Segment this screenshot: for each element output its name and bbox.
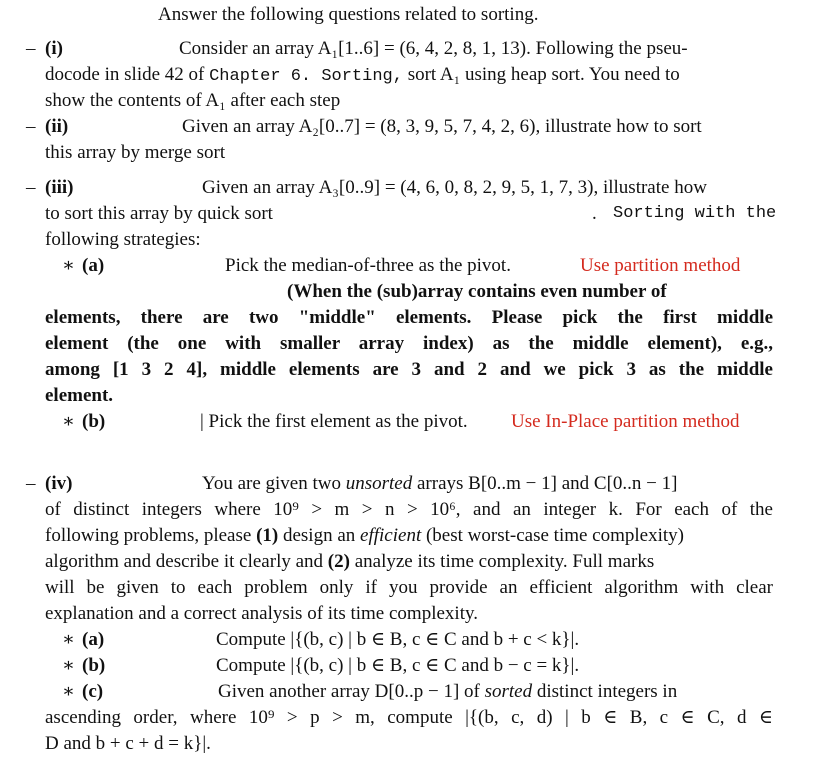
text-part: following problems, please xyxy=(45,525,257,546)
bold-text: element. xyxy=(45,385,114,406)
question-iv-line-2: of distinct integers where 10⁹ > m > n > 10⁶, and an integer k. For each of the xyxy=(45,499,773,520)
text-part: design an xyxy=(278,525,361,546)
subquestion-line xyxy=(82,653,773,679)
question-i-line-2 xyxy=(45,62,773,88)
question-i-line-3: show the contents of A₁ after each step xyxy=(45,90,341,111)
question-iv-line-6: explanation and a correct analysis of its time complexity. xyxy=(45,603,478,624)
text-part: distinct integers in xyxy=(532,681,678,702)
question-i xyxy=(26,36,773,114)
page-heading: Answer the following questions related to sorting. xyxy=(158,4,539,25)
question-iv-line-4 xyxy=(45,549,773,575)
question-ii-line-2: this array by merge sort xyxy=(45,142,226,163)
subquestion-line xyxy=(82,679,773,705)
subquestion-iii-a xyxy=(45,253,773,409)
bold-text: (2) xyxy=(327,551,350,572)
question-iii-line-3: following strategies: xyxy=(45,229,201,250)
text-part: (best worst-case time complexity) xyxy=(421,525,684,546)
subquestion-text: Pick the median-of-three as the pivot. xyxy=(225,255,511,276)
subquestion-line xyxy=(82,279,773,305)
subquestion-label: (a) xyxy=(82,629,105,650)
italic-text: unsorted xyxy=(345,473,413,494)
subquestion-text: | Pick the first element as the pivot. xyxy=(200,411,468,432)
list-dash: – xyxy=(26,38,36,59)
italic-text: sorted xyxy=(484,681,533,702)
bold-text: among [1 3 2 4], middle elements are 3 and 2 and we pick 3 as the middle xyxy=(45,359,773,380)
bullet-star: ∗ xyxy=(62,629,75,650)
bullet-star: ∗ xyxy=(62,411,75,432)
highlighted-text: Use partition method xyxy=(580,255,741,276)
subquestion-iv-a xyxy=(62,627,773,653)
text-part: arrays B[0..m − 1] and C[0..n − 1] xyxy=(412,473,678,494)
subquestion-label: (c) xyxy=(82,681,104,702)
question-text: sort A₁ using heap sort. You need to xyxy=(402,64,680,85)
code-text: Chapter 6. Sorting, xyxy=(209,67,403,86)
subquestion-text: Compute |{(b, c) | b ∈ B, c ∈ C and b + c < k}|. xyxy=(216,629,580,650)
question-iv-line-1 xyxy=(45,471,773,497)
bold-text: (1) xyxy=(256,525,279,546)
subquestion-line xyxy=(82,253,773,279)
question-i-line-1 xyxy=(45,36,773,62)
question-text xyxy=(202,471,677,497)
question-label: (iv) xyxy=(45,473,73,494)
question-ii-line-1 xyxy=(45,114,773,140)
subquestion-iv-c xyxy=(45,679,773,757)
bullet-star: ∗ xyxy=(62,655,75,676)
period: . xyxy=(592,203,597,224)
bold-text: elements, there are two "middle" elements. Please pick the first middle xyxy=(45,307,773,328)
subquestion-line: ascending order, where 10⁹ > p > m, compute |{(b, c, d) | b ∈ B, c ∈ C, d ∈ xyxy=(45,707,773,728)
question-text: Given an array A₃[0..9] = (4, 6, 0, 8, 2, 9, 5, 1, 7, 3), illustrate how xyxy=(202,177,707,198)
subquestion-iii-b xyxy=(62,409,773,435)
bullet-star: ∗ xyxy=(62,681,75,702)
text-part: analyze its time complexity. Full marks xyxy=(349,551,655,572)
text-part: algorithm and describe it clearly and xyxy=(45,551,328,572)
italic-text: efficient xyxy=(360,525,422,546)
subquestion-line xyxy=(82,409,773,435)
question-text: Consider an array A₁[1..6] = (6, 4, 2, 8, 1, 13). Following the pseu- xyxy=(179,38,688,59)
text-part: Given another array D[0..p − 1] of xyxy=(218,681,485,702)
subquestion-label: (b) xyxy=(82,655,106,676)
text-part: You are given two xyxy=(202,473,346,494)
subquestion-iv-b xyxy=(62,653,773,679)
question-text: Given an array A₂[0..7] = (8, 3, 9, 5, 7, 4, 2, 6), illustrate how to sort xyxy=(182,116,702,137)
question-text: docode in slide 42 of xyxy=(45,64,210,85)
bullet-star: ∗ xyxy=(62,255,75,276)
subquestion-line: D and b + c + d = k}|. xyxy=(45,733,211,754)
question-label: (ii) xyxy=(45,116,69,137)
question-iv-line-3 xyxy=(45,523,773,549)
subquestion-line xyxy=(82,627,773,653)
subquestion-label: (a) xyxy=(82,255,105,276)
question-label: (iii) xyxy=(45,177,74,198)
question-text: to sort this array by quick sort xyxy=(45,203,273,224)
highlighted-text: Use In-Place partition method xyxy=(511,411,740,432)
question-iii-line-2 xyxy=(45,201,777,227)
question-iii-line-1 xyxy=(45,175,773,201)
bold-text: element (the one with smaller array index) as the middle element), e.g., xyxy=(45,333,773,354)
code-text: Sorting with the xyxy=(613,204,777,223)
question-iv-line-5: will be given to each problem only if you provide an efficient algorithm with clear xyxy=(45,577,773,598)
list-dash: – xyxy=(26,116,36,137)
subquestion-text: Compute |{(b, c) | b ∈ B, c ∈ C and b − c = k}|. xyxy=(216,655,580,676)
list-dash: – xyxy=(26,177,36,198)
subquestion-text xyxy=(218,679,677,705)
question-iii xyxy=(26,175,777,435)
question-label: (i) xyxy=(45,38,63,59)
subquestion-label: (b) xyxy=(82,411,106,432)
list-dash: – xyxy=(26,473,36,494)
question-iv xyxy=(26,471,773,757)
question-ii xyxy=(26,114,773,166)
bold-text: (When the (sub)array contains even number of xyxy=(287,281,667,302)
